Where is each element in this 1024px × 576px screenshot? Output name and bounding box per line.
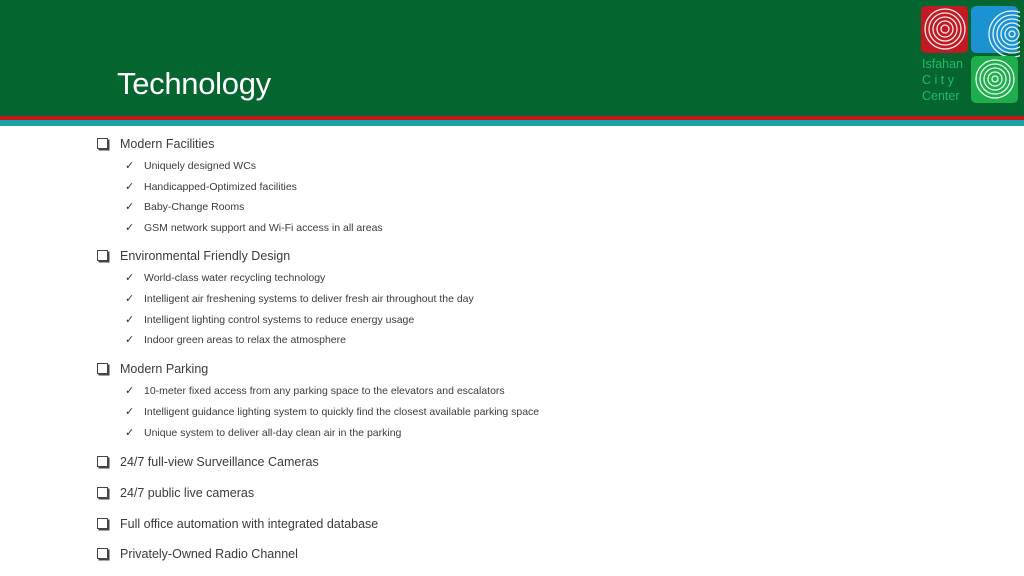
checkmark-icon: ✓ [125, 426, 135, 439]
checkmark-icon: ✓ [125, 384, 135, 397]
list-item: ✓ Intelligent guidance lighting system to quickly find the closest available parking space [125, 405, 540, 418]
checkmark-icon: ✓ [125, 271, 135, 284]
checkmark-icon: ✓ [125, 159, 135, 172]
section-heading: 24/7 full-view Surveillance Cameras [97, 455, 319, 469]
checkbox-bullet-icon [97, 518, 108, 529]
checkmark-icon: ✓ [125, 221, 135, 234]
checkmark-icon: ✓ [125, 292, 135, 305]
teal-divider-stripe [0, 120, 1024, 126]
checkbox-bullet-icon [97, 138, 108, 149]
list-item: ✓ World-class water recycling technology [125, 271, 326, 284]
section-heading: Modern Facilities [97, 137, 214, 151]
list-item: ✓ Uniquely designed WCs [125, 159, 257, 172]
checkmark-icon: ✓ [125, 333, 135, 346]
list-item: ✓ Baby-Change Rooms [125, 200, 245, 213]
checkmark-icon: ✓ [125, 180, 135, 193]
logo-text-line2: C i t y [922, 73, 954, 87]
checkbox-bullet-icon [97, 456, 108, 467]
checkmark-icon: ✓ [125, 313, 135, 326]
section-heading: 24/7 public live cameras [97, 486, 254, 500]
section-heading: Modern Parking [97, 362, 208, 376]
list-item: ✓ Intelligent lighting control systems to reduce energy usage [125, 313, 415, 326]
checkbox-bullet-icon [97, 487, 108, 498]
list-item: ✓ Intelligent air freshening systems to deliver fresh air throughout the day [125, 292, 474, 305]
list-item: ✓ GSM network support and Wi-Fi access in all areas [125, 221, 383, 234]
list-item: ✓ 10-meter fixed access from any parking space to the elevators and escalators [125, 384, 505, 397]
checkbox-bullet-icon [97, 363, 108, 374]
logo-text-line1: Isfahan [922, 57, 964, 71]
section-heading: Full office automation with integrated database [97, 517, 378, 531]
checkmark-icon: ✓ [125, 200, 135, 213]
checkmark-icon: ✓ [125, 405, 135, 418]
slide-title: Technology [117, 66, 271, 101]
section-heading: Environmental Friendly Design [97, 249, 290, 263]
logo-text-line3: Center [922, 89, 960, 103]
list-item: ✓ Unique system to deliver all-day clean air in the parking [125, 426, 402, 439]
list-item: ✓ Handicapped-Optimized facilities [125, 180, 297, 193]
checkbox-bullet-icon [97, 250, 108, 261]
section-heading: Privately-Owned Radio Channel [97, 547, 298, 561]
list-item: ✓ Indoor green areas to relax the atmosphere [125, 333, 346, 346]
checkbox-bullet-icon [97, 548, 108, 559]
